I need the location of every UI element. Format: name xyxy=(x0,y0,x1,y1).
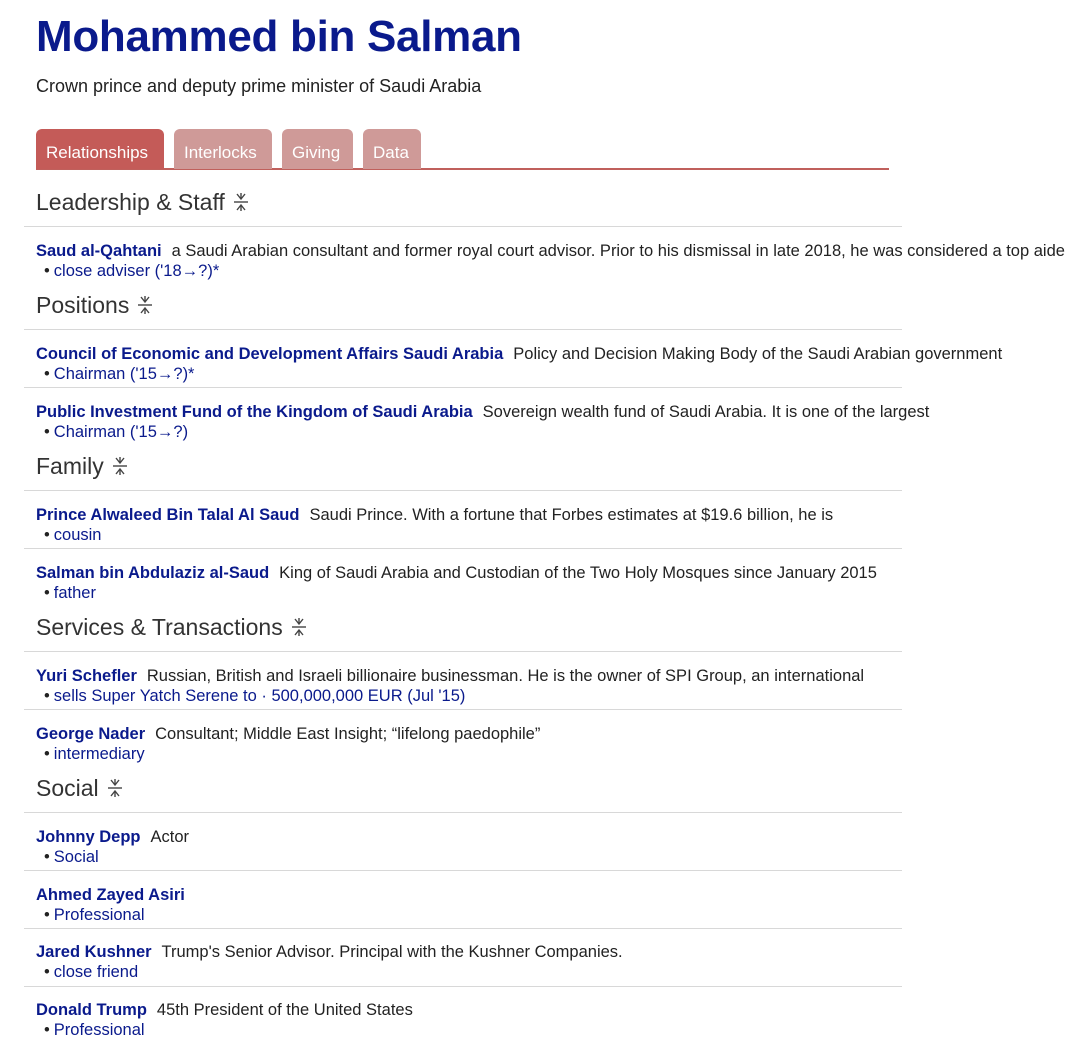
relationship-row xyxy=(36,1000,888,1040)
section-title: Services & Transactions xyxy=(36,614,283,640)
entity-description: Actor xyxy=(150,828,190,846)
row-divider xyxy=(24,387,902,388)
entity-description: King of Saudi Arabia and Custodian of the Two Holy Mosques since January 2015 xyxy=(279,564,877,582)
bullet: • xyxy=(44,1021,50,1039)
entity-link[interactable]: Donald Trump xyxy=(36,1001,147,1019)
relationship-link[interactable]: Chairman ('15→?)* xyxy=(53,365,195,383)
collapse-icon[interactable] xyxy=(291,617,307,637)
entity-description: Consultant; Middle East Insight; “lifelong paedophile” xyxy=(155,725,541,743)
section-divider xyxy=(24,812,902,813)
entity-blurb: Crown prince and deputy prime minister of Saudi Arabia xyxy=(36,76,482,96)
section-divider xyxy=(24,490,902,491)
entity-description: Policy and Decision Making Body of the Saudi Arabian government xyxy=(513,345,1003,363)
relationship-row xyxy=(36,563,888,603)
tab-relationships[interactable]: Relationships xyxy=(36,129,164,169)
collapse-icon[interactable] xyxy=(137,295,153,315)
entity-description: 45th President of the United States xyxy=(156,1001,413,1019)
tab-giving[interactable]: Giving xyxy=(282,129,353,169)
bullet: • xyxy=(44,906,50,924)
entity-description: Russian, British and Israeli billionaire businessman. He is the owner of SPI Group, an international xyxy=(146,667,865,685)
relationship-row xyxy=(36,241,1065,281)
section-header-social xyxy=(36,775,123,802)
relationship-link[interactable]: father xyxy=(53,584,96,602)
bullet: • xyxy=(44,848,50,866)
collapse-icon[interactable] xyxy=(233,192,249,212)
entity-description: Saudi Prince. With a fortune that Forbes estimates at $19.6 billion, he is xyxy=(309,506,834,524)
relationship-row xyxy=(36,827,888,867)
relationship-row xyxy=(36,505,888,545)
relationship-link[interactable]: sells Super Yatch Serene to · 500,000,000 EUR (Jul '15) xyxy=(53,687,466,705)
section-header-services xyxy=(36,614,307,641)
relationship-row xyxy=(36,724,888,764)
collapse-icon[interactable] xyxy=(112,456,128,476)
row-divider xyxy=(24,548,902,549)
row-divider xyxy=(24,986,902,987)
relationship-link[interactable]: Professional xyxy=(53,1021,145,1039)
entity-description: Trump's Senior Advisor. Principal with the Kushner Companies. xyxy=(161,943,623,961)
entity-link[interactable]: Prince Alwaleed Bin Talal Al Saud xyxy=(36,506,300,524)
bullet: • xyxy=(44,423,50,441)
tab-interlocks[interactable]: Interlocks xyxy=(174,129,272,169)
section-divider xyxy=(24,329,902,330)
relationship-link[interactable]: close friend xyxy=(53,963,139,981)
relationship-link[interactable]: cousin xyxy=(53,526,102,544)
section-header-positions xyxy=(36,292,153,319)
tab-data[interactable]: Data xyxy=(363,129,421,169)
relationship-row xyxy=(36,402,930,442)
relationship-row xyxy=(36,344,1003,384)
section-title: Family xyxy=(36,453,104,479)
section-title: Positions xyxy=(36,292,130,318)
row-divider xyxy=(24,870,902,871)
section-header-family xyxy=(36,453,128,480)
relationship-link[interactable]: intermediary xyxy=(53,745,145,763)
row-divider xyxy=(24,709,902,710)
entity-link[interactable]: George Nader xyxy=(36,725,146,743)
section-divider xyxy=(24,226,902,227)
relationship-row xyxy=(36,885,888,925)
entity-link[interactable]: Johnny Depp xyxy=(36,828,141,846)
row-divider xyxy=(24,928,902,929)
tab-bar xyxy=(36,129,889,170)
relationship-link[interactable]: Chairman ('15→?) xyxy=(53,423,189,441)
section-title: Leadership & Staff xyxy=(36,189,225,215)
bullet: • xyxy=(44,584,50,602)
relationship-link[interactable]: Professional xyxy=(53,906,145,924)
relationship-link[interactable]: Social xyxy=(53,848,99,866)
collapse-icon[interactable] xyxy=(107,778,123,798)
section-title: Social xyxy=(36,775,99,801)
entity-link[interactable]: Saud al-Qahtani xyxy=(36,242,162,260)
bullet: • xyxy=(44,963,50,981)
bullet: • xyxy=(44,745,50,763)
entity-link[interactable]: Salman bin Abdulaziz al-Saud xyxy=(36,564,270,582)
entity-link[interactable]: Council of Economic and Development Affairs Saudi Arabia xyxy=(36,345,504,363)
section-divider xyxy=(24,651,902,652)
entity-link[interactable]: Ahmed Zayed Asiri xyxy=(36,886,185,904)
bullet: • xyxy=(44,365,50,383)
page-title: Mohammed bin Salman xyxy=(36,12,522,61)
bullet: • xyxy=(44,687,50,705)
entity-link[interactable]: Jared Kushner xyxy=(36,943,152,961)
entity-description: a Saudi Arabian consultant and former royal court advisor. Prior to his dismissal in late 2018, he was considered a top aide xyxy=(171,242,1065,260)
entity-link[interactable]: Public Investment Fund of the Kingdom of Saudi Arabia xyxy=(36,403,473,421)
bullet: • xyxy=(44,262,50,280)
bullet: • xyxy=(44,526,50,544)
entity-link[interactable]: Yuri Schefler xyxy=(36,667,137,685)
entity-description: Sovereign wealth fund of Saudi Arabia. It is one of the largest xyxy=(482,403,930,421)
relationship-row xyxy=(36,942,888,982)
relationship-link[interactable]: close adviser ('18→?)* xyxy=(53,262,220,280)
relationship-row xyxy=(36,666,888,706)
section-header-leadership xyxy=(36,189,249,216)
